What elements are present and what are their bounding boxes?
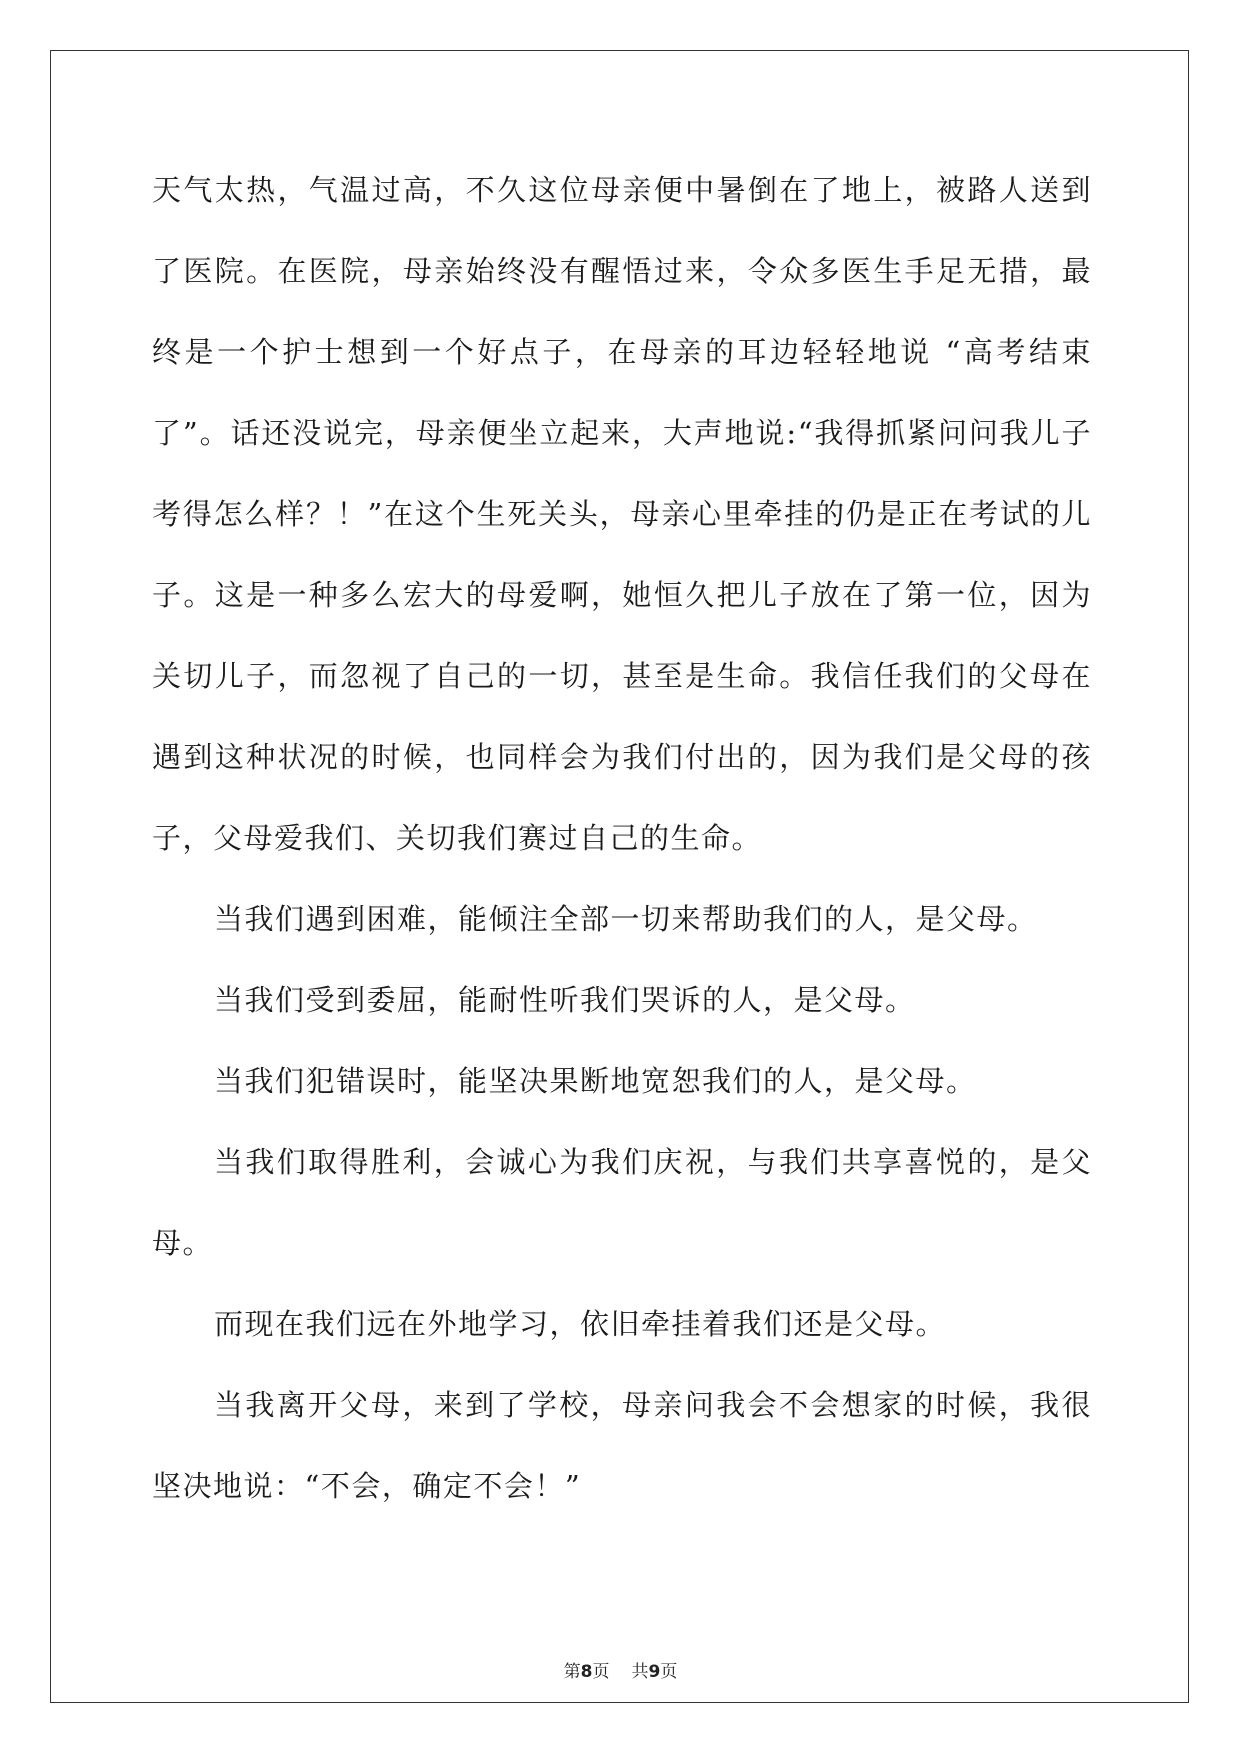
total-pages-suffix: 页 bbox=[660, 1662, 678, 1682]
current-page-number: 8 bbox=[580, 1662, 593, 1682]
paragraph-1: 天气太热，气温过高，不久这位母亲便中暑倒在了地上，被路人送到了医院。在医院，母亲始终没有醒悟过来，令众多医生手足无措，最终是一个护士想到一个好点子，在母亲的耳边轻轻地说 “高考结束了”。话还没说完，母亲便坐立起来，大声地说:“我得抓紧问问我儿子考得怎么样？！”在这个生死关头，母亲心里牵挂的仍是正在考试的儿子。这是一种多么宏大的母爱啊，她恒久把儿子放在了第一位，因为关切儿子，而忽视了自己的一切，甚至是生命。我信任我们的父母在遇到这种状况的时候，也同样会为我们付出的，因为我们是父母的孩子，父母爱我们、关切我们赛过自己的生命。 bbox=[152, 173, 1092, 855]
paragraph-7: 当我离开父母，来到了学校，母亲问我会不会想家的时候，我很坚决地说：“不会，确定不会！” bbox=[152, 1388, 1092, 1503]
total-pages-prefix: 共 bbox=[631, 1662, 649, 1682]
total-page-number: 9 bbox=[648, 1662, 661, 1682]
page-footer bbox=[0, 1657, 1241, 1682]
document-body bbox=[152, 150, 1092, 1527]
paragraph-6: 而现在我们远在外地学习，依旧牵挂着我们还是父母。 bbox=[214, 1307, 947, 1341]
paragraph-5: 当我们取得胜利，会诚心为我们庆祝，与我们共享喜悦的，是父母。 bbox=[152, 1145, 1092, 1260]
paragraph-2: 当我们遇到困难，能倾注全部一切来帮助我们的人，是父母。 bbox=[214, 902, 1038, 936]
page-number-suffix: 页 bbox=[592, 1662, 610, 1682]
paragraph-4: 当我们犯错误时，能坚决果断地宽恕我们的人，是父母。 bbox=[214, 1064, 977, 1098]
page-number-prefix: 第 bbox=[563, 1662, 581, 1682]
paragraph-3: 当我们受到委屈，能耐性听我们哭诉的人，是父母。 bbox=[214, 983, 916, 1017]
